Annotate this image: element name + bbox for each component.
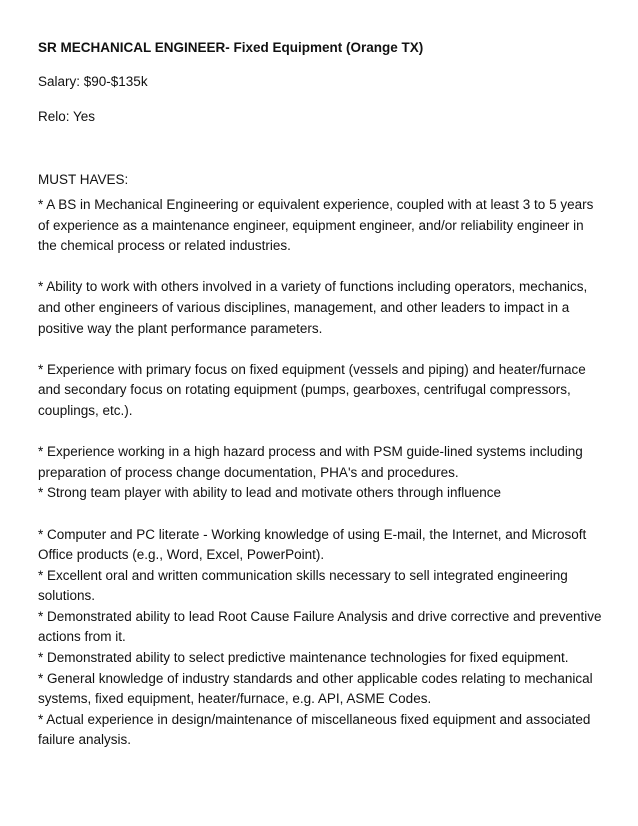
salary-line: Salary: $90-$135k: [38, 74, 148, 89]
requirement-item: * Ability to work with others involved in a variety of functions including operators, mechanics, and other engineers of various disciplines, management, and other leaders to impact in a positive way the plant performance parameters.: [38, 279, 588, 336]
relocation-line: Relo: Yes: [38, 109, 96, 124]
must-haves-heading: MUST HAVES:: [38, 172, 129, 187]
requirement-item: * Actual experience in design/maintenance of miscellaneous fixed equipment and associated failure analysis.: [38, 711, 591, 748]
requirement-item: * Strong team player with ability to lead and motivate others through influence: [38, 485, 502, 501]
requirement-item: * Demonstrated ability to lead Root Cause Failure Analysis and drive corrective and preventive actions from it.: [38, 608, 602, 645]
requirement-item: * Experience working in a high hazard process and with PSM guide-lined systems including preparation of process change documentation, PHA's and procedures.: [38, 444, 583, 480]
job-title: SR MECHANICAL ENGINEER- Fixed Equipment (Orange TX): [38, 40, 424, 55]
requirement-item: * General knowledge of industry standards and other applicable codes relating to mechanical systems, fixed equipment, heater/furnace, e.g. API, ASME Codes.: [38, 670, 593, 707]
requirement-item: * Excellent oral and written communication skills necessary to sell integrated engineering solutions.: [38, 567, 568, 604]
requirement-item: * Experience with primary focus on fixed equipment (vessels and piping) and heater/furnace and secondary focus on rotating equipment (pumps, gearboxes, centrifugal compressors, couplings, etc.).: [38, 361, 586, 418]
requirement-item: * Demonstrated ability to select predictive maintenance technologies for fixed equipment.: [38, 650, 569, 666]
document-page: [38, 38, 604, 751]
requirement-item: * Computer and PC literate - Working knowledge of using E-mail, the Internet, and Microsoft Office products (e.g., Word, Excel, PowerPoint).: [38, 526, 587, 563]
requirement-item: * A BS in Mechanical Engineering or equivalent experience, coupled with at least 3 to 5 years of experience as a maintenance engineer, equipment engineer, and/or reliability engineer in the chemical process or related industries.: [38, 197, 594, 254]
